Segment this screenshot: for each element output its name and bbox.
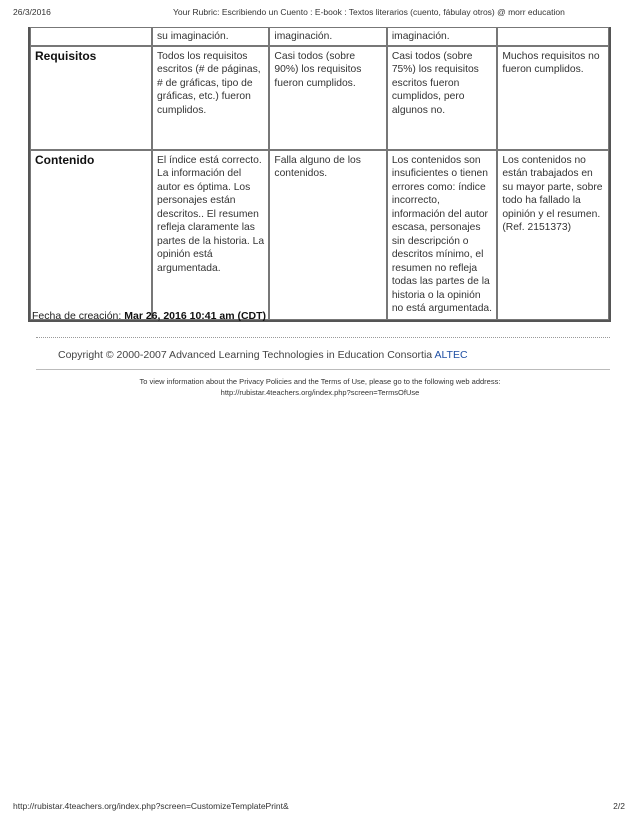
print-title: Your Rubric: Escribiendo un Cuento : E-book : Textos literarios (cuento, fábulay otros) @ morr education bbox=[173, 7, 565, 17]
creation-date-value: Mar 26, 2016 10:41 am (CDT) bbox=[124, 310, 267, 322]
print-footer bbox=[13, 801, 625, 815]
table-cell bbox=[30, 27, 152, 46]
creation-date-label: Fecha de creación: bbox=[32, 310, 122, 322]
table-row bbox=[30, 27, 609, 46]
table-cell: Casi todos (sobre 90%) los requisitos fueron cumplidos. bbox=[269, 46, 386, 150]
terms-url: http://rubistar.4teachers.org/index.php?screen=TermsOfUse bbox=[220, 388, 420, 397]
table-cell bbox=[497, 27, 609, 46]
print-header bbox=[13, 7, 625, 21]
table-cell: imaginación. bbox=[269, 27, 386, 46]
table-cell: Todos los requisitos escritos (# de páginas, # de gráficas, tipo de gráficas, etc.) fueron cumplidos. bbox=[152, 46, 269, 150]
table-row bbox=[30, 150, 609, 320]
copyright-notice bbox=[58, 349, 468, 361]
print-url: http://rubistar.4teachers.org/index.php?screen=CustomizeTemplatePrint& bbox=[13, 801, 289, 811]
table-row bbox=[30, 46, 609, 150]
table-cell: Muchos requisitos no fueron cumplidos. bbox=[497, 46, 609, 150]
table-cell: Casi todos (sobre 75%) los requisitos escritos fueron cumplidos, pero algunos no. bbox=[387, 46, 498, 150]
creation-date bbox=[32, 310, 266, 322]
table-cell: Los contenidos son insuficientes o tienen errores como: índice incorrecto, información del autor escasa, personajes sin descripción o descritos mínimo, el resumen no refleja todas las partes de la historia o la opinión no está argumentada. bbox=[387, 150, 498, 320]
divider bbox=[36, 337, 610, 338]
altec-link[interactable]: ALTEC bbox=[434, 349, 468, 361]
row-label-requisitos: Requisitos bbox=[30, 46, 152, 150]
privacy-notice bbox=[40, 376, 600, 398]
copyright-text: Copyright © 2000-2007 Advanced Learning Technologies in Education Consortia bbox=[58, 349, 433, 361]
table-cell: imaginación. bbox=[387, 27, 498, 46]
table-cell: Los contenidos no están trabajados en su mayor parte, sobre todo ha fallado la opinión y el resumen. (Ref. 2151373) bbox=[497, 150, 609, 320]
page-number: 2/2 bbox=[613, 801, 625, 811]
divider bbox=[36, 369, 610, 370]
row-label-contenido: Contenido bbox=[30, 150, 152, 320]
rubric-table bbox=[28, 27, 611, 322]
table-cell: su imaginación. bbox=[152, 27, 269, 46]
print-date: 26/3/2016 bbox=[13, 7, 51, 17]
table-cell: El índice está correcto. La información del autor es óptima. Los personajes están descritos.. El resumen refleja claramente las partes de la historia. La opinión está argumentada. bbox=[152, 150, 269, 320]
table-cell: Falla alguno de los contenidos. bbox=[269, 150, 386, 320]
privacy-text: To view information about the Privacy Policies and the Terms of Use, please go to the following web address: bbox=[139, 377, 501, 386]
